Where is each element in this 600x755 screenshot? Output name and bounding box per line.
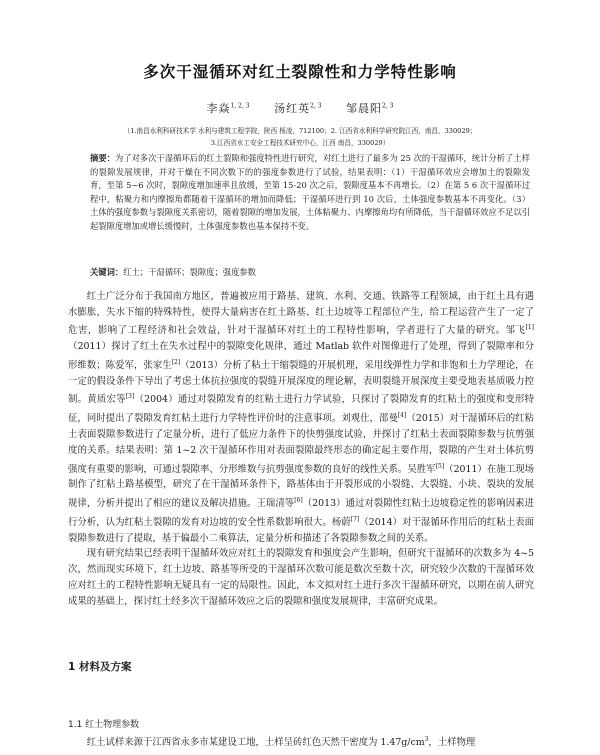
introduction-paragraph-1: 红土广泛分布于我国南方地区，普遍被应用于路基、建筑、水利、交通、铁路等工程领域，由于红土具有遇水膨胀，失水下缩的特殊特性，使得大量病害在红土路基、红土边坡等工程部位产生，给工程运营产生了一定了危害，影响了工程经济和社会效益，针对干湿循环对红土的工程特性影响，学者进行了大量的研究。邹飞[1]（2011）探讨了红土在失水过程中的裂隙变化规律，通过 Matlab 软件对图像进行了处理，得到了裂隙率和分形维数；陈爱军，张家生[2]（2013）分析了粘土干缩裂缝的开展机理，采用线弹性力学和非饱和土力学理论，在一定的假设条件下导出了考虑土体抗拉强度的裂缝开展深度的理论解，表明裂缝开展深度主要受地表基质吸力控制。黄质宏等[3]（2004）通过对裂隙发育的红粘土进行力学试验，只探讨了裂隙发育的红粘土的强度和变形特征，同时提出了裂隙发育红粘土进行力学特性评价时的注意事项。刘观仕，邵曼[4]（2015）对干湿循环后的红粘土表面裂隙参数进行了定量分析，进行了低应力条件下的快剪强度试验，并探讨了红粘土表面裂隙参数与抗剪强度的关系。结果表明：第 1~2 次干湿循环作用对表面裂隙最终形态的确定起主要作用，裂隙的产生对土体抗剪强度有重要的影响，可通过裂隙率、分形维数与抗剪强度参数的良好的线性关系。吴胜军[5]（2011）在施工现场制作了红粘土路基模型，研究了在干湿循环条件下，路基体由于开裂形成的小裂缝、大裂缝、小块、裂块的发展规律，分析并提出了相应的建议及解决措施。王瑞清等[6]（2013）通过对裂隙性红粘土边坡稳定性的影响因素进行分析，认为红粘土裂隙的发育对边坡的安全性系数影响很大。杨蔚[7]（2014）对干湿循环作用后的红粘土表面裂隙参数进行了提取，基于偏最小二乘算法，定量分析和描述了各裂隙参数之间的关系。 [68,291,534,544]
keywords-label: 关键词： [90,267,124,277]
author-1: 李焱$^{1, 2, 3}$ [206,102,250,115]
citation-6: [6] [294,497,303,505]
body-text [68,289,534,609]
paper-title: 多次干湿循环对红土裂隙性和力学特性影响 [143,63,457,81]
abstract-text: 为了对多次干湿循环后的红土裂隙和强度特性进行研究，对红土进行了最多为 25 次的干湿循环，统计分析了土样的裂隙发展规律，并对干燥在不同次数下的的强度参数进行了试验，结果表明：（1）干湿循环效应会增加土的裂隙发育，至第 5~6 次时，裂隙度增加速率且放缓，至第 15-20 次之后，裂隙度基本不再增长。（2）在第 5 6 次干湿循环过程中，粘聚力和内摩擦角都随着干湿循环的增加而降低；干湿循环进行到 10 次后，土体强度参数基本不再变化。（3）土体的强度参数与裂隙度关系密切，随着裂隙的增加发展，土体粘聚力、内摩擦角均有所降低，当干湿循环效应不足以引起裂隙度增加或增长缓慢时，土体强度参数也基本保持不变。 [90,153,530,231]
affiliation-line-1: （1.南昌水利科研技术学 水利与建筑工程学院，陕西 杨凌，712100；2. 江西省水利科学研究院江西，南昌，330029； [123,127,477,135]
author-2: 汤红英$^{2, 3}$ [274,102,322,115]
keywords [90,266,530,278]
citation-5: [5] [435,462,445,470]
keywords-text: 红土；干湿循环；裂隙度；强度参数 [123,267,256,277]
citation-4: [4] [397,412,407,420]
materials-paragraph: 红土试样来源于江西省永多市某建设工地，土样呈砖红色天然干密度为 $1.47g/cm^3$，土样物理 [86,735,476,748]
abstract [90,152,530,234]
abstract-label: 摘要： [90,153,115,163]
citation-3: [3] [125,393,135,401]
citation-7: [7] [350,515,360,523]
introduction-paragraph-2: 现有研究结果已经表明干湿循环效应对红土的裂隙发育和强度会产生影响，但研究干湿循环的次数多为 4~5 次，然而现实环境下，红土边坡、路基等所受的干湿循环次数可能是数次至数十次，研究较少次数的干湿循环效应对红土的工程特性影响无疑具有一定的局限性。因此，本文拟对红土进行多次干湿循环研究，以期在前人研究成果的基础上，探讨红土经多次干湿循环效应之后的裂隙和强度发展规律，丰富研究成果。 [68,548,534,607]
section-heading: 1 材料及方案 [68,661,132,673]
citation-1: [1] [525,324,534,332]
author-3: 邹晨阳$^{2, 3}$ [346,102,394,115]
author-list [0,100,600,116]
subsection-heading: 1.1 红土物理参数 [68,720,140,730]
citation-2: [2] [171,358,181,366]
affiliation-line-2: 3.江西省水工安全工程技术研究中心，江西 南昌，330029） [210,139,390,147]
